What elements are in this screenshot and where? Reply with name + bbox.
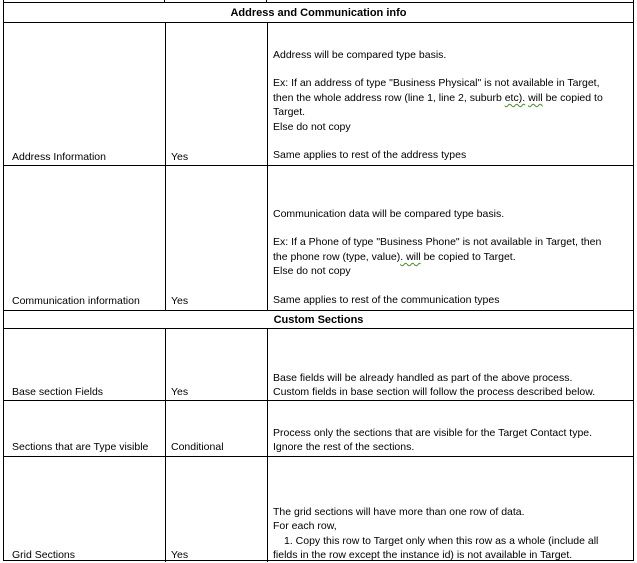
column-divider xyxy=(267,165,268,310)
row-description-base xyxy=(273,371,595,400)
requirements-table xyxy=(3,2,634,561)
row-label-grid-sections: Grid Sections xyxy=(12,549,76,561)
row-label-sections-type-visible: Sections that are Type visible xyxy=(12,441,149,453)
column-divider xyxy=(165,456,166,562)
row-description-grid xyxy=(273,505,598,563)
desc-line: Same applies to rest of the communication types xyxy=(273,293,500,306)
column-divider xyxy=(165,165,166,310)
row-description-communication xyxy=(273,207,601,307)
desc-line: Else do not copy xyxy=(273,120,351,133)
divider xyxy=(4,22,633,23)
row-label-communication-information: Communication information xyxy=(12,295,140,307)
row-required-address: Yes xyxy=(171,151,189,163)
column-divider xyxy=(267,22,268,165)
section-title-address-communication: Address and Communication info xyxy=(230,7,407,19)
desc-line: Ex: If an address of type "Business Physical" is not available in Target, xyxy=(273,77,600,90)
desc-line: For each row, xyxy=(273,520,337,533)
desc-line: Target. xyxy=(273,106,306,119)
desc-line: Base fields will be already handled as part of the above process. xyxy=(273,372,573,384)
desc-line: then the whole address row (line 1, line 2, suburb etc). will be copied to xyxy=(273,91,603,104)
row-required-visible: Conditional xyxy=(171,441,224,453)
desc-line: 1. Copy this row to Target only when this row as a whole (include all xyxy=(284,534,599,547)
row-label-address-information: Address Information xyxy=(12,151,106,163)
desc-line: Communication data will be compared type basis. xyxy=(273,208,505,220)
row-required-base: Yes xyxy=(171,386,189,398)
column-divider xyxy=(267,400,268,456)
row-description-address xyxy=(273,48,603,162)
divider xyxy=(4,310,633,311)
desc-line: Address will be compared type basis. xyxy=(273,49,447,61)
divider xyxy=(4,165,633,166)
column-divider xyxy=(267,328,268,400)
desc-line: Same applies to rest of the address types xyxy=(273,149,467,162)
divider xyxy=(4,328,633,329)
desc-line: fields in the row except the instance id) is not available in Target. xyxy=(273,549,573,562)
desc-line: Else do not copy xyxy=(273,265,351,278)
column-divider xyxy=(165,328,166,400)
divider xyxy=(4,400,633,401)
column-divider xyxy=(165,22,166,165)
row-description-visible xyxy=(273,426,592,455)
divider xyxy=(4,456,633,457)
desc-line: the phone row (type, value). will be copied to Target. xyxy=(273,250,516,263)
row-required-communication: Yes xyxy=(171,295,189,307)
column-divider xyxy=(267,456,268,562)
desc-line: The grid sections will have more than one row of data. xyxy=(273,506,525,518)
desc-line: Ex: If a Phone of type "Business Phone" is not available in Target, then xyxy=(273,236,602,249)
section-title-custom-sections: Custom Sections xyxy=(273,314,364,326)
desc-line: Custom fields in base section will follow the process described below. xyxy=(273,386,596,399)
row-required-grid: Yes xyxy=(171,549,189,561)
column-divider xyxy=(165,400,166,456)
desc-line: Ignore the rest of the sections. xyxy=(273,441,415,454)
desc-line: Process only the sections that are visible for the Target Contact type. xyxy=(273,427,593,439)
row-label-base-section-fields: Base section Fields xyxy=(12,386,104,398)
